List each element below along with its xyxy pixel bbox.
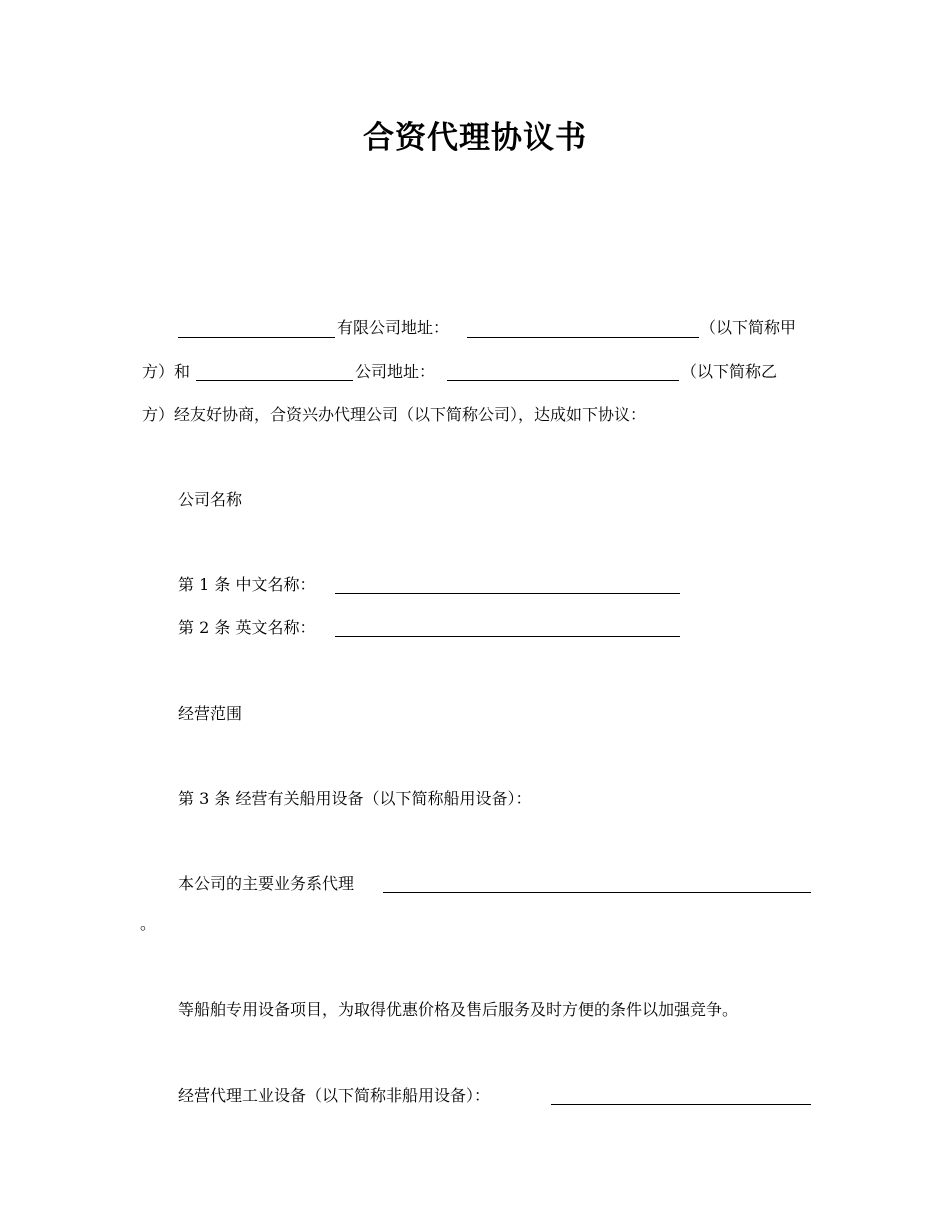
main-business-label: 本公司的主要业务系代理: [178, 874, 355, 893]
industrial-equipment-label: 经营代理工业设备（以下简称非船用设备）：: [178, 1086, 491, 1105]
party-a-name-blank[interactable]: [178, 337, 335, 338]
article-1-chinese-name-label: 第 1 条 中文名称：: [178, 575, 316, 594]
party-a-address-blank[interactable]: [467, 337, 699, 338]
english-name-blank[interactable]: [335, 636, 680, 637]
party-b-abbrev-text: （以下简称乙: [681, 362, 778, 381]
document-title: 合资代理协议书: [363, 120, 587, 156]
party-b-intro-text: 方）和: [142, 362, 191, 381]
chinese-name-blank[interactable]: [335, 593, 680, 594]
section-company-name: 公司名称: [178, 490, 243, 509]
main-business-blank[interactable]: [383, 892, 811, 893]
party-b-address-label: 公司地址：: [355, 362, 436, 381]
period-mark: 。: [140, 914, 157, 933]
party-a-address-label: 有限公司地址：: [337, 318, 450, 337]
equipment-description-text: 等船舶专用设备项目，为取得优惠价格及售后服务及时方便的条件以加强竞争。: [178, 1000, 739, 1019]
article-3-marine-equipment: 第 3 条 经营有关船用设备（以下简称船用设备）：: [178, 789, 532, 808]
party-b-name-blank[interactable]: [196, 380, 353, 381]
industrial-equipment-blank[interactable]: [551, 1104, 811, 1105]
party-b-address-blank[interactable]: [447, 380, 679, 381]
party-a-abbrev-text: （以下简称甲: [700, 318, 797, 337]
article-2-english-name-label: 第 2 条 英文名称：: [178, 618, 316, 637]
section-business-scope: 经营范围: [178, 704, 243, 723]
agreement-intro-text: 方）经友好协商，合资兴办代理公司（以下简称公司），达成如下协议：: [142, 405, 647, 424]
